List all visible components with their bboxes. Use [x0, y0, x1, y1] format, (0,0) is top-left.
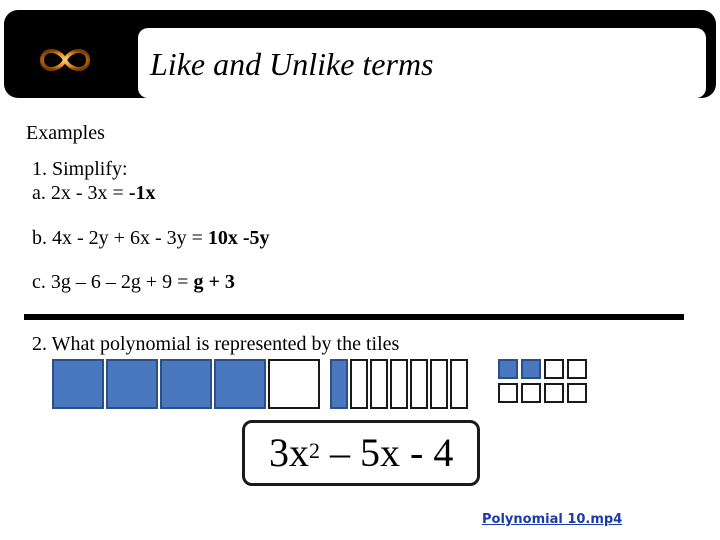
answer-exponent: 2	[309, 438, 320, 463]
x-squared-tile	[160, 359, 212, 409]
x-strip-tile	[430, 359, 448, 409]
x-strip-tile	[410, 359, 428, 409]
item2-label: 2. What polynomial is represented by the tiles	[32, 333, 400, 355]
video-link[interactable]: Polynomial 10.mp4	[482, 512, 623, 527]
x-strip-tile	[350, 359, 368, 409]
answer-main: 3x	[269, 430, 309, 475]
x-strip-tile	[330, 359, 348, 409]
example-answer-a: -1x	[128, 182, 156, 204]
x-squared-tile	[106, 359, 158, 409]
example-question-b: b. 4x - 2y + 6x - 3y =	[32, 227, 208, 249]
unit-tile	[521, 359, 541, 379]
unit-tile	[544, 359, 564, 379]
item1-label: 1. Simplify:	[32, 158, 128, 180]
page-title: Like and Unlike terms	[150, 46, 434, 82]
unit-tile	[498, 359, 518, 379]
polynomial-answer	[269, 431, 453, 475]
x-strip-tile	[370, 359, 388, 409]
answer-box	[242, 420, 480, 486]
examples-label: Examples	[26, 122, 105, 144]
unit-tile	[544, 383, 564, 403]
example-answer-b: 10x -5y	[207, 227, 270, 249]
unit-tile	[498, 383, 518, 403]
x-squared-tile	[214, 359, 266, 409]
example-question-a: a. 2x - 3x =	[32, 182, 129, 204]
answer-rest: – 5x - 4	[320, 430, 454, 475]
x-strip-tile	[450, 359, 468, 409]
example-answer-c: g + 3	[193, 271, 235, 293]
example-question-c: c. 3g – 6 – 2g + 9 =	[32, 271, 194, 293]
unit-tile	[567, 359, 587, 379]
unit-tile	[521, 383, 541, 403]
x-strip-tile	[390, 359, 408, 409]
unit-tile	[567, 383, 587, 403]
x-squared-tile	[52, 359, 104, 409]
x-squared-tile	[268, 359, 320, 409]
